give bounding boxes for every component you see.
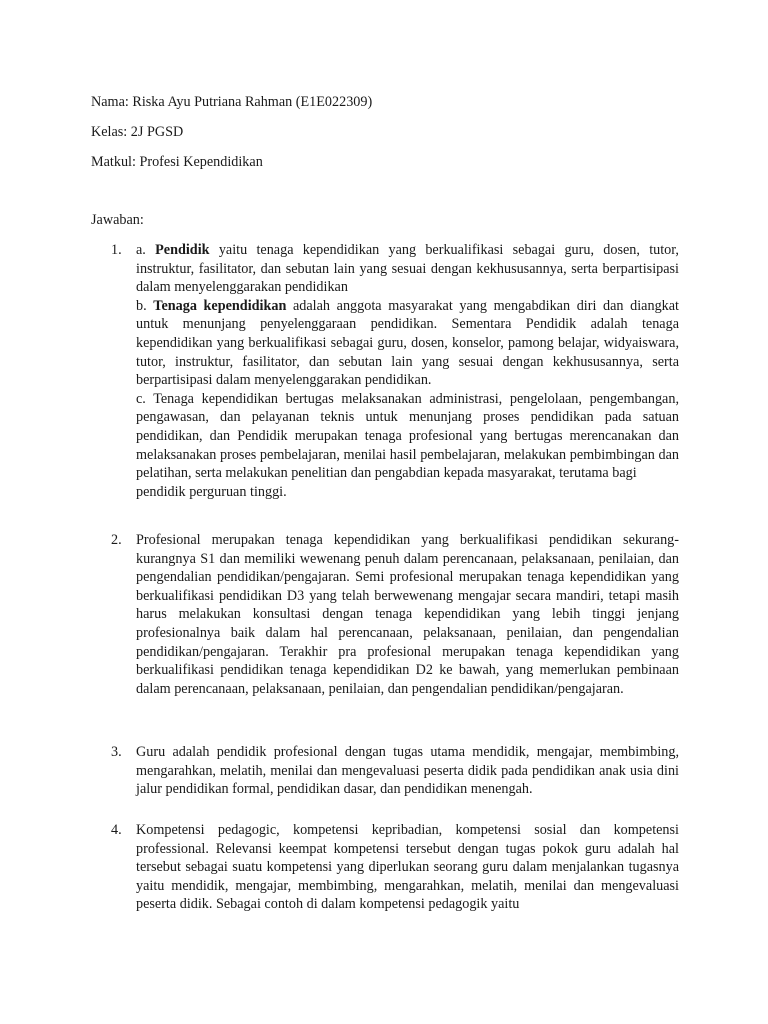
answer-1a-term: Pendidik <box>155 242 210 258</box>
answer-2-paragraph: Profesional merupakan tenaga kependidikan yang berkualifikasi pendidikan sekurang-kurangnya S1 dan memiliki wewenang penuh dalam perencanaan, pelaksanaan, penilaian, dan pengendalian pendidikan/pengajaran. Semi profesional merupakan tenaga kependidikan yang berkualifikasi pendidikan D3 yang telah berwewenang mengajar secara mandiri, tetapi masih harus melakukan konsultasi dengan tenaga kependidikan yang lebih tinggi jenjang profesionalnya baik dalam hal perencanaan, pelaksanaan, penilaian, dan pengendalian pendidikan/pengajaran. Terakhir pra profesional merupakan tenaga kependidikan yang berkualifikasi pendidikan tenaga kependidikan D2 ke bawah, yang memerlukan pembinaan dalam perencanaan, pelaksanaan, penilaian, dan pengendalian pendidikan/pengajaran. <box>136 532 679 697</box>
answer-1a-paragraph <box>136 241 679 297</box>
answer-1b-paragraph <box>136 297 679 390</box>
answer-1a-prefix: a. <box>136 242 156 258</box>
answer-1b-prefix: b. <box>136 297 154 314</box>
answer-number: 2. <box>111 532 122 548</box>
answer-1a-text: yaitu tenaga kependidikan yang berkualifikasi sebagai guru, dosen, tutor, instruktur, fasilitator, dan sebutan lain yang sesuai dengan kekhususannya, serta berpartisipasi dalam menyelenggarakan pendidikan <box>136 242 679 296</box>
answer-3 <box>111 743 679 799</box>
answer-1b-term: Tenaga kependidikan <box>153 297 287 314</box>
answer-1c-paragraph: c. Tenaga kependidikan bertugas melaksanakan administrasi, pengelolaan, pengembangan, pengawasan, dan pelayanan teknis untuk menunjang proses pendidikan pada satuan pendidikan, dan Pendidik merupakan tenaga profesional yang bertugas merencanakan dan melaksanakan proses pembelajaran, menilai hasil pembelajaran, melakukan pembimbingan dan pelatihan, serta melakukan penelitian dan pengabdian kepada masyarakat, terutama bagi <box>136 390 679 482</box>
answer-number: 3. <box>111 744 122 760</box>
answer-4-paragraph: Kompetensi pedagogic, kompetensi kepribadian, kompetensi sosial dan kompetensi professional. Relevansi keempat kompetensi tersebut dengan tugas pokok guru adalah hal tersebut sebagai suatu kompetensi yang diperlukan seorang guru dalam menjalankan tugasnya yaitu mendidik, mengajar, membimbing, mengarahkan, melatih, menilai dan mengevaluasi peserta didik. Sebagai contoh di dalam kompetensi pedagogik yaitu <box>136 822 679 913</box>
answer-1 <box>111 241 679 501</box>
student-name: Nama: Riska Ayu Putriana Rahman (E1E022309) <box>91 94 373 110</box>
answer-1c-tail: pendidik perguruan tinggi. <box>136 483 287 500</box>
answer-number: 1. <box>111 242 122 258</box>
answer-2 <box>111 531 679 698</box>
answer-1b-text: adalah anggota masyarakat yang mengabdikan diri dan diangkat untuk menunjang penyelenggaraan pendidikan. Sementara Pendidik adalah tenaga kependidikan yang berkualifikasi sebagai guru, dosen, konselor, pamong belajar, widyaiswara, tutor, instruktur, fasilitator, dan sebutan lain yang sesuai dengan kekhususannya, serta berpartisipasi dalam menyelenggarakan pendidikan. <box>136 297 680 389</box>
answer-3-paragraph: Guru adalah pendidik profesional dengan tugas utama mendidik, mengajar, membimbing, mengarahkan, melatih, menilai dan mengevaluasi peserta didik pada pendidikan anak usia dini jalur pendidikan formal, pendidikan dasar, dan pendidikan menengah. <box>136 744 679 798</box>
answer-4 <box>111 821 679 914</box>
student-class: Kelas: 2J PGSD <box>91 124 184 140</box>
answers-heading: Jawaban: <box>91 212 144 228</box>
course-name: Matkul: Profesi Kependidikan <box>91 154 263 170</box>
answer-number: 4. <box>111 822 122 838</box>
